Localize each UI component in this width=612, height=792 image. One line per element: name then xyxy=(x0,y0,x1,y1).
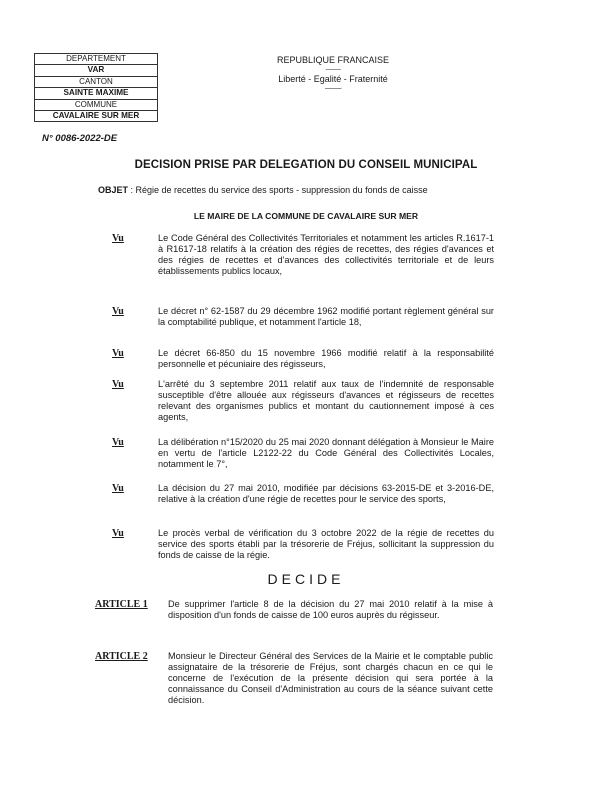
republic-motto: Liberté - Egalité - Fraternité xyxy=(278,74,388,84)
admin-box xyxy=(34,53,158,122)
republic-name: REPUBLIQUE FRANCAISE xyxy=(276,55,390,65)
vu-label: Vu xyxy=(112,379,124,390)
article-2-text: Monsieur le Directeur Général des Services de la Mairie et le comptable public assignataire de la trésorerie de Fréjus, sont chargés chacun en ce qui le concerne de l'exécution de la présente décision qui sera portée à la connaissance du Conseil d'Administration au cours de la séance suivant cette décision. xyxy=(168,651,493,706)
decision-reference: N° 0086-2022-DE xyxy=(42,133,118,144)
objet-line xyxy=(98,185,428,195)
vu-text: La décision du 27 mai 2010, modifiée par décisions 63-2015-DE et 3-2016-DE, relative à la création d'une régie de recettes pour le service des sports, xyxy=(158,483,494,505)
document-title: DECISION PRISE PAR DELEGATION DU CONSEIL MUNICIPAL xyxy=(134,159,478,171)
objet-text: : Régie de recettes du service des sports - suppression du fonds de caisse xyxy=(128,185,428,195)
motto-separator: ----------- xyxy=(324,86,342,92)
objet-label: OBJET xyxy=(98,185,129,195)
article-1-label: ARTICLE 1 xyxy=(95,599,148,610)
admin-department: VAR xyxy=(35,65,157,76)
republic-header xyxy=(268,55,398,93)
admin-canton-label: CANTON xyxy=(35,77,157,88)
vu-label: Vu xyxy=(112,348,124,359)
article-2-label: ARTICLE 2 xyxy=(95,651,148,662)
vu-label: Vu xyxy=(112,528,124,539)
article-1-text: De supprimer l'article 8 de la décision du 27 mai 2010 relatif à la mise à disposition d'un fonds de caisse de 100 euros auprès du régisseur. xyxy=(168,599,493,621)
admin-commune-label: COMMUNE xyxy=(35,100,157,111)
vu-label: Vu xyxy=(112,306,124,317)
vu-label: Vu xyxy=(112,233,124,244)
vu-text: L'arrêté du 3 septembre 2011 relatif aux taux de l'indemnité de responsable susceptible d'être allouée aux régisseurs d'avances et régisseurs de recettes relevant des organismes publics et montant du cautionnement imposé à ces agents, xyxy=(158,379,494,423)
maire-heading: LE MAIRE DE LA COMMUNE DE CAVALAIRE SUR MER xyxy=(193,211,419,221)
vu-text: Le Code Général des Collectivités Territoriales et notamment les articles R.1617-1 à R1617-18 relatifs à la création des régies de recettes, des régies d'avances et des régies de recettes et d'avances des collectivités territoriale et de leurs établissements publics locaux, xyxy=(158,233,494,277)
vu-label: Vu xyxy=(112,437,124,448)
vu-label: Vu xyxy=(112,483,124,494)
admin-commune: CAVALAIRE SUR MER xyxy=(52,110,140,120)
decide-heading: DECIDE xyxy=(267,571,345,587)
vu-text: Le décret n° 62-1587 du 29 décembre 1962 modifié portant règlement général sur la comptabilité publique, et notamment l'article 18, xyxy=(158,306,494,328)
vu-text: La délibération n°15/2020 du 25 mai 2020 donnant délégation à Monsieur le Maire en vertu de l'article L2122-22 du Code Général des Collectivités Locales, notamment le 7°, xyxy=(158,437,494,470)
republic-separator: ---------- xyxy=(325,67,341,73)
vu-text: Le procès verbal de vérification du 3 octobre 2022 de la régie de recettes du service des sports établi par la trésorerie de Fréjus, sollicitant la suppression du fonds de caisse de la régie. xyxy=(158,528,494,561)
admin-department-label: DEPARTEMENT xyxy=(35,54,157,65)
admin-canton: SAINTE MAXIME xyxy=(35,88,157,99)
vu-text: Le décret 66-850 du 15 novembre 1966 modifié relatif à la responsabilité personnelle et pécuniaire des régisseurs, xyxy=(158,348,494,370)
